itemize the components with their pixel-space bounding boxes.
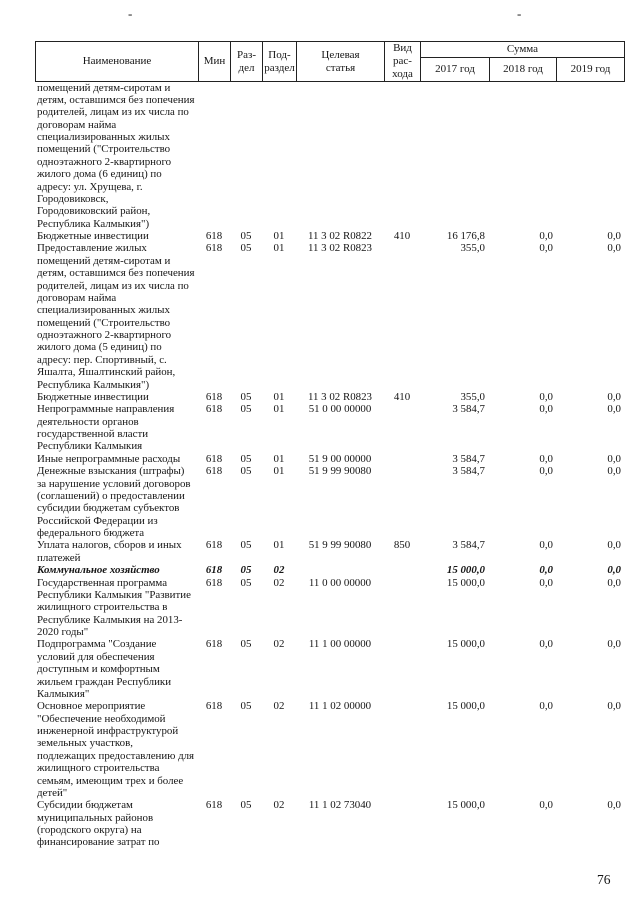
cell-name-line: детям, оставшимся без попечения [37, 93, 195, 106]
cell-expense-type: 410 [393, 230, 411, 242]
cell-subsection: 01 [273, 465, 285, 478]
cell-name-line: подлежащих предоставлению для [37, 749, 195, 762]
cell-ministry [198, 82, 230, 231]
cell-ministry: 618 [205, 242, 223, 255]
cell-section: 05 [240, 576, 252, 589]
cell-name-line: жилищного строительства в [37, 601, 168, 614]
header-section [230, 42, 262, 81]
cell-amount-2018: 0,0 [539, 799, 553, 812]
cell-amount-2019: 0,0 [607, 799, 621, 812]
cell-name-line: одноэтажного 2-квартирного [37, 155, 172, 168]
cell-ministry: 618 [205, 638, 223, 651]
cell-ministry: 618 [205, 700, 223, 713]
cell-amount-2017: 15 000,0 [446, 700, 485, 713]
cell-name-line: родителей, лицам из их числа по [37, 106, 189, 119]
cell-ministry: 618 [205, 230, 223, 242]
cell-expense-type: 850 [393, 539, 411, 552]
cell-name-line: за нарушение условий договоров [37, 477, 191, 490]
page-number: 76 [597, 872, 611, 887]
header-expense-line: рас- [393, 55, 412, 67]
cell-name-line: Городовиковск, [37, 192, 109, 205]
cell-name-line: Субсидии бюджетам [37, 799, 133, 812]
cell-name-line: муниципальных районов [37, 811, 154, 824]
cell-name-line: Республика Калмыкия") [37, 378, 150, 391]
cell-amount-2017: 15 000,0 [446, 576, 485, 589]
table-header [35, 41, 625, 82]
cell-name-line: Республики Калмыкия [37, 440, 143, 453]
cell-name-line: деятельности органов [37, 415, 139, 428]
header-section-line: дел [238, 61, 255, 74]
cell-name-line: договорам найма [37, 118, 117, 131]
cell-subsection: 01 [273, 242, 285, 255]
scan-mark: - [517, 6, 522, 21]
header-years [421, 58, 624, 81]
cell-section: 05 [240, 230, 252, 242]
cell-name-line: семьям, имеющим трех и более [37, 774, 184, 787]
cell-name-line: Коммунальное хозяйство [37, 564, 160, 577]
cell-expense-type [384, 564, 420, 576]
cell-target-article: 11 3 02 R0823 [307, 242, 373, 255]
cell-name-line: "Обеспечение необходимой [37, 712, 166, 725]
cell-subsection: 01 [273, 452, 285, 465]
cell-amount-2019: 0,0 [607, 242, 621, 255]
cell-name-line: жилищного строительства [37, 762, 160, 775]
cell-name-line: инженерной инфраструктурой [37, 725, 179, 737]
header-name [36, 42, 198, 81]
cell-target-article: 51 9 99 90080 [308, 539, 372, 552]
cell-amount-2019: 0,0 [607, 700, 621, 713]
header-ministry-label: Мин [203, 55, 226, 67]
cell-name [35, 242, 198, 391]
cell-expense-type [384, 465, 420, 539]
cell-amount-2019: 0,0 [607, 638, 621, 651]
table-row [35, 242, 625, 391]
cell-expense-type [384, 638, 420, 700]
cell-target-article: 11 1 02 73040 [308, 799, 372, 812]
cell-name-line: Подпрограмма "Создание [37, 638, 157, 651]
cell-name [35, 539, 198, 564]
cell-name-line: Калмыкия" [37, 687, 90, 700]
cell-target-article [296, 564, 384, 576]
cell-name-line: адресу: пер. Спортивный, с. [37, 353, 167, 366]
cell-name [35, 564, 198, 576]
cell-expense-type [384, 577, 420, 639]
cell-name [35, 403, 198, 453]
table-row [35, 700, 625, 799]
cell-amount-2018: 0,0 [539, 390, 553, 403]
cell-target-article: 51 9 99 90080 [308, 465, 372, 478]
cell-section: 05 [240, 403, 252, 416]
cell-target-article: 51 0 00 00000 [308, 403, 372, 416]
cell-name-line: земельных участков, [37, 737, 133, 750]
cell-target-article: 11 3 02 R0823 [307, 390, 373, 403]
cell-name [35, 391, 198, 403]
cell-subsection: 02 [273, 799, 285, 812]
header-section-line: Раз- [236, 48, 256, 61]
cell-amount-2018: 0,0 [539, 638, 553, 651]
cell-amount-2017 [420, 82, 489, 231]
cell-section: 05 [240, 242, 252, 255]
cell-subsection: 02 [273, 700, 285, 713]
cell-amount-2018: 0,0 [539, 242, 553, 255]
scan-mark: - [128, 6, 133, 21]
cell-section: 05 [240, 799, 252, 812]
cell-section: 05 [240, 638, 252, 651]
cell-name-line: платежей [37, 551, 81, 564]
header-name-label: Наименование [82, 55, 152, 67]
header-sum [420, 42, 624, 81]
cell-amount-2018: 0,0 [539, 403, 553, 416]
cell-section: 05 [240, 452, 252, 465]
header-target-article [296, 42, 384, 81]
cell-section: 05 [240, 564, 252, 577]
cell-amount-2018: 0,0 [539, 452, 553, 465]
cell-name-line: Государственная программа [37, 576, 168, 589]
cell-name-line: государственной власти [37, 428, 149, 440]
table-row [35, 564, 625, 576]
table-row [35, 453, 625, 465]
cell-subsection: 01 [273, 539, 285, 552]
cell-name-line: Бюджетные инвестиции [37, 230, 149, 242]
cell-ministry: 618 [205, 576, 223, 589]
cell-target-article [296, 82, 384, 231]
cell-expense-type [384, 453, 420, 465]
table-row [35, 82, 625, 231]
cell-name [35, 465, 198, 539]
cell-name-line: помещений детям-сиротам и [37, 254, 171, 267]
cell-name-line: условий для обеспечения [37, 650, 155, 663]
cell-target-article: 11 3 02 R0822 [307, 230, 373, 242]
cell-amount-2019: 0,0 [607, 539, 621, 552]
table-row [35, 465, 625, 539]
cell-name-line: детей" [37, 786, 68, 799]
header-year-2017: 2017 год [435, 63, 475, 75]
cell-name-line: адресу: ул. Хрущева, г. [37, 180, 143, 193]
cell-name-line: Уплата налогов, сборов и иных [37, 539, 182, 552]
cell-amount-2018: 0,0 [539, 700, 553, 713]
cell-section: 05 [240, 539, 252, 552]
cell-amount-2017: 15 000,0 [446, 564, 485, 577]
cell-amount-2019: 0,0 [607, 452, 621, 465]
cell-subsection: 01 [273, 403, 285, 416]
cell-name [35, 230, 198, 242]
header-year-2018: 2018 год [489, 58, 556, 81]
cell-name-line: Основное мероприятие [37, 700, 146, 713]
cell-name-line: Бюджетные инвестиции [37, 390, 149, 403]
cell-name [35, 82, 198, 231]
cell-target-article: 11 1 02 00000 [308, 700, 372, 713]
cell-amount-2018: 0,0 [539, 564, 553, 577]
cell-target-article: 11 0 00 00000 [308, 576, 372, 589]
cell-name-line: (соглашений) о предоставлении [37, 489, 185, 502]
cell-amount-2017: 15 000,0 [446, 638, 485, 651]
cell-subsection: 01 [273, 390, 285, 403]
cell-name [35, 700, 198, 799]
cell-amount-2017: 355,0 [460, 242, 485, 255]
cell-expense-type [384, 700, 420, 799]
cell-amount-2017: 3 584,7 [452, 539, 485, 552]
table-row [35, 403, 625, 453]
cell-name-line: Денежные взыскания (штрафы) [37, 465, 185, 478]
cell-name-line: жильем граждан Республики [37, 675, 172, 688]
cell-expense-type [384, 82, 420, 231]
cell-name-line: финансирование затрат по [37, 836, 160, 849]
table-row [35, 577, 625, 639]
cell-amount-2017: 3 584,7 [452, 403, 485, 416]
cell-name-line: Российской Федерации из [37, 514, 158, 527]
table-row [35, 638, 625, 700]
cell-name-line: детям, оставшимся без попечения [37, 267, 195, 280]
header-subsection-line: раздел [264, 61, 295, 74]
cell-ministry: 618 [205, 452, 223, 465]
header-target-line: Целевая [321, 48, 360, 61]
cell-amount-2019: 0,0 [607, 564, 621, 577]
table-row [35, 799, 625, 849]
cell-ministry: 618 [205, 465, 223, 478]
cell-amount-2019: 0,0 [607, 465, 621, 478]
cell-target-article: 51 9 00 00000 [308, 452, 372, 465]
cell-amount-2017: 355,0 [460, 390, 485, 403]
table-body [35, 82, 625, 849]
cell-name-line: жилого дома (6 единиц) по [37, 168, 162, 181]
table-row [35, 230, 625, 242]
cell-expense-type [384, 799, 420, 849]
cell-name [35, 638, 198, 700]
header-expense-line: хода [392, 68, 413, 80]
cell-ministry: 618 [205, 390, 223, 403]
cell-amount-2017: 16 176,8 [446, 230, 485, 242]
cell-name-line: (городского округа) на [37, 824, 142, 836]
cell-amount-2018 [489, 82, 556, 231]
cell-name-line: одноэтажного 2-квартирного [37, 329, 172, 341]
cell-amount-2019: 0,0 [607, 230, 621, 242]
cell-section: 05 [240, 465, 252, 478]
cell-name-line: помещений ("Строительство [37, 316, 171, 329]
cell-name [35, 577, 198, 639]
cell-name-line: Иные непрограммные расходы [37, 452, 181, 465]
table-row [35, 539, 625, 564]
table-row [35, 391, 625, 403]
cell-amount-2019: 0,0 [607, 390, 621, 403]
cell-name-line: Яшалта, Яшалтинский район, [37, 366, 176, 379]
cell-subsection [262, 82, 296, 231]
cell-amount-2018: 0,0 [539, 230, 553, 242]
header-subsection-line: Под- [268, 48, 291, 61]
cell-name [35, 799, 198, 849]
cell-name-line: Непрограммные направления [37, 403, 175, 416]
cell-name-line: доступным и комфортным [37, 663, 160, 676]
cell-ministry: 618 [205, 799, 223, 812]
cell-name-line: федерального бюджета [37, 527, 145, 539]
cell-name-line: помещений детям-сиротам и [37, 81, 171, 94]
cell-expense-type: 410 [393, 390, 411, 403]
cell-amount-2017: 15 000,0 [446, 799, 485, 812]
header-ministry [198, 42, 230, 81]
cell-section [230, 82, 262, 231]
cell-amount-2017: 3 584,7 [452, 465, 485, 478]
cell-section: 05 [240, 390, 252, 403]
cell-amount-2019: 0,0 [607, 403, 621, 416]
cell-ministry: 618 [205, 403, 223, 416]
header-expense-type [384, 42, 420, 81]
cell-name-line: помещений ("Строительство [37, 143, 171, 156]
cell-expense-type [384, 403, 420, 453]
cell-name [35, 453, 198, 465]
header-subsection [262, 42, 296, 81]
cell-name-line: Республике Калмыкия на 2013- [37, 613, 183, 626]
cell-amount-2017: 3 584,7 [452, 452, 485, 465]
cell-amount-2018: 0,0 [539, 576, 553, 589]
cell-name-line: Городовиковский район, [37, 205, 151, 218]
cell-amount-2018: 0,0 [539, 539, 553, 552]
cell-name-line: родителей, лицам из их числа по [37, 279, 189, 292]
cell-name-line: жилого дома (5 единиц) по [37, 341, 162, 354]
cell-name-line: Предоставление жилых [37, 242, 147, 255]
cell-name-line: специализированных жилых [37, 131, 170, 143]
cell-name-line: субсидии бюджетам субъектов [37, 502, 180, 515]
cell-name-line: Республики Калмыкия "Развитие [37, 588, 191, 601]
cell-name-line: договорам найма [37, 291, 117, 304]
cell-ministry: 618 [205, 564, 223, 577]
cell-amount-2019: 0,0 [607, 576, 621, 589]
cell-subsection: 02 [273, 576, 285, 589]
cell-expense-type [384, 242, 420, 391]
header-sum-label: Сумма [421, 42, 624, 58]
cell-name-line: 2020 годы" [37, 626, 89, 638]
cell-amount-2018: 0,0 [539, 465, 553, 478]
cell-amount-2019 [556, 82, 625, 231]
cell-section: 05 [240, 700, 252, 713]
cell-subsection: 02 [273, 564, 285, 577]
cell-target-article: 11 1 00 00000 [308, 638, 372, 651]
cell-name-line: Республика Калмыкия") [37, 217, 150, 230]
header-target-line: статья [325, 61, 356, 74]
header-year-2019: 2019 год [556, 58, 624, 81]
header-expense-line: Вид [393, 42, 412, 54]
cell-ministry: 618 [205, 539, 223, 552]
cell-name-line: специализированных жилых [37, 304, 170, 317]
cell-subsection: 01 [273, 230, 285, 242]
cell-subsection: 02 [273, 638, 285, 651]
